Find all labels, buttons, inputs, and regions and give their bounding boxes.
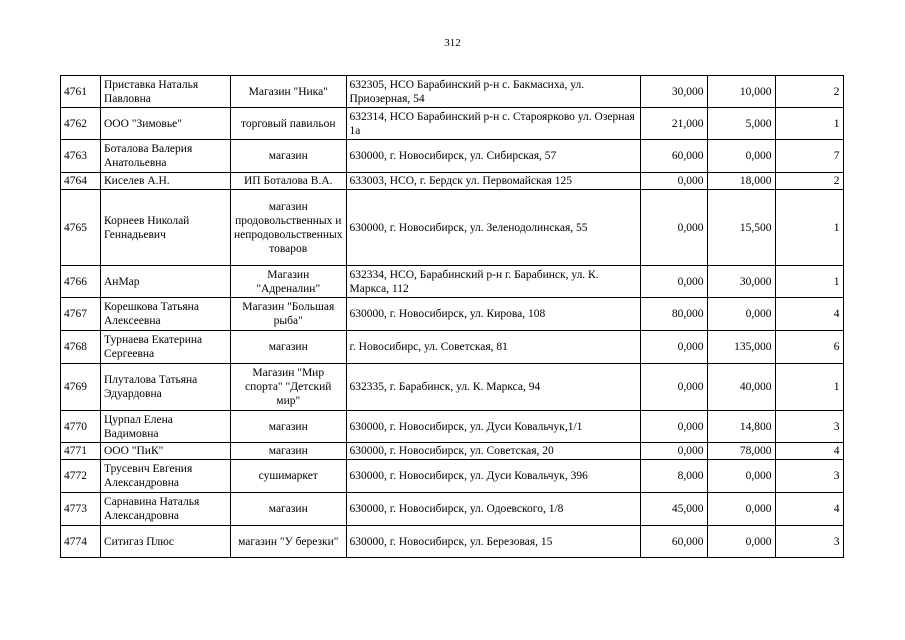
row-id: 4773 (61, 493, 101, 526)
row-count: 2 (775, 173, 843, 190)
row-address: 633003, НСО, г. Бердск ул. Первомайская 125 (346, 173, 640, 190)
table-row (61, 411, 844, 443)
row-owner-name: Трусевич Евгения Александровна (101, 460, 231, 493)
row-count: 7 (775, 140, 843, 173)
row-value-1: 21,000 (640, 108, 707, 140)
row-store-type: магазин (231, 493, 347, 526)
row-owner-name: Ситигаз Плюс (101, 526, 231, 558)
row-count: 1 (775, 364, 843, 411)
row-address: 630000, г. Новосибирск, ул. Дуси Ковальчук,1/1 (346, 411, 640, 443)
row-count: 6 (775, 331, 843, 364)
row-store-type: торговый павильон (231, 108, 347, 140)
row-store-type: ИП Боталова В.А. (231, 173, 347, 190)
row-store-type: магазин (231, 140, 347, 173)
row-count: 1 (775, 108, 843, 140)
row-value-2: 30,000 (707, 266, 775, 298)
row-address: г. Новосибирс, ул. Советская, 81 (346, 331, 640, 364)
row-value-2: 18,000 (707, 173, 775, 190)
row-store-type: Магазин "Адреналин" (231, 266, 347, 298)
row-id: 4772 (61, 460, 101, 493)
table-row (61, 526, 844, 558)
row-value-2: 40,000 (707, 364, 775, 411)
row-value-1: 30,000 (640, 76, 707, 108)
table-row (61, 460, 844, 493)
row-store-type: магазин (231, 331, 347, 364)
row-id: 4764 (61, 173, 101, 190)
row-value-2: 14,800 (707, 411, 775, 443)
row-owner-name: АнМар (101, 266, 231, 298)
row-id: 4765 (61, 190, 101, 266)
row-value-2: 15,500 (707, 190, 775, 266)
row-value-2: 10,000 (707, 76, 775, 108)
table-row (61, 140, 844, 173)
row-owner-name: Корнеев Николай Геннадьевич (101, 190, 231, 266)
table-row (61, 298, 844, 331)
row-store-type: сушимаркет (231, 460, 347, 493)
row-address: 632314, НСО Барабинский р-н с. Староярково ул. Озерная 1а (346, 108, 640, 140)
row-count: 4 (775, 493, 843, 526)
row-value-1: 80,000 (640, 298, 707, 331)
row-value-1: 0,000 (640, 266, 707, 298)
registry-table (60, 75, 844, 558)
row-count: 3 (775, 460, 843, 493)
row-owner-name: Сарнавина Наталья Александровна (101, 493, 231, 526)
row-value-1: 0,000 (640, 173, 707, 190)
page-number: 312 (444, 37, 461, 49)
row-owner-name: ООО "Зимовье" (101, 108, 231, 140)
row-value-1: 0,000 (640, 331, 707, 364)
row-value-2: 135,000 (707, 331, 775, 364)
row-value-1: 0,000 (640, 411, 707, 443)
row-id: 4770 (61, 411, 101, 443)
row-id: 4766 (61, 266, 101, 298)
row-value-1: 60,000 (640, 526, 707, 558)
row-value-2: 0,000 (707, 526, 775, 558)
table-row (61, 190, 844, 266)
row-value-2: 0,000 (707, 460, 775, 493)
row-value-1: 45,000 (640, 493, 707, 526)
row-address: 632334, НСО, Барабинский р-н г. Барабинск, ул. К. Маркса, 112 (346, 266, 640, 298)
table-row (61, 173, 844, 190)
row-count: 1 (775, 266, 843, 298)
row-id: 4767 (61, 298, 101, 331)
row-store-type: магазин продовольственных и непродовольственных товаров (231, 190, 347, 266)
table-row (61, 364, 844, 411)
row-count: 3 (775, 526, 843, 558)
row-id: 4769 (61, 364, 101, 411)
row-address: 630000, г. Новосибирск, ул. Советская, 20 (346, 443, 640, 460)
row-owner-name: Цурпал Елена Вадимовна (101, 411, 231, 443)
row-address: 630000, г. Новосибирск, ул. Сибирская, 57 (346, 140, 640, 173)
table-row (61, 108, 844, 140)
row-value-1: 0,000 (640, 443, 707, 460)
row-owner-name: Плуталова Татьяна Эдуардовна (101, 364, 231, 411)
row-address: 630000, г. Новосибирск, ул. Одоевского, 1/8 (346, 493, 640, 526)
row-store-type: магазин "У березки" (231, 526, 347, 558)
row-id: 4774 (61, 526, 101, 558)
row-address: 632335, г. Барабинск, ул. К. Маркса, 94 (346, 364, 640, 411)
row-value-1: 0,000 (640, 364, 707, 411)
row-owner-name: ООО "ПиК" (101, 443, 231, 460)
row-owner-name: Приставка Наталья Павловна (101, 76, 231, 108)
row-value-1: 60,000 (640, 140, 707, 173)
row-value-2: 78,000 (707, 443, 775, 460)
table-row (61, 266, 844, 298)
row-store-type: магазин (231, 443, 347, 460)
table-row (61, 76, 844, 108)
row-id: 4768 (61, 331, 101, 364)
row-count: 4 (775, 298, 843, 331)
row-store-type: магазин (231, 411, 347, 443)
row-store-type: Магазин "Ника" (231, 76, 347, 108)
row-owner-name: Боталова Валерия Анатольевна (101, 140, 231, 173)
row-value-2: 5,000 (707, 108, 775, 140)
row-count: 3 (775, 411, 843, 443)
table-row (61, 493, 844, 526)
table-row (61, 331, 844, 364)
row-address: 632305, НСО Барабинский р-н с. Бакмасиха, ул. Приозерная, 54 (346, 76, 640, 108)
row-address: 630000, г. Новосибирск, ул. Зеленодолинская, 55 (346, 190, 640, 266)
row-address: 630000, г. Новосибирск, ул. Дуси Ковальчук, 396 (346, 460, 640, 493)
row-owner-name: Турнаева Екатерина Сергеевна (101, 331, 231, 364)
row-id: 4761 (61, 76, 101, 108)
row-value-1: 8,000 (640, 460, 707, 493)
row-id: 4762 (61, 108, 101, 140)
row-value-2: 0,000 (707, 140, 775, 173)
row-address: 630000, г. Новосибирск, ул. Кирова, 108 (346, 298, 640, 331)
row-value-1: 0,000 (640, 190, 707, 266)
row-count: 1 (775, 190, 843, 266)
row-count: 2 (775, 76, 843, 108)
row-value-2: 0,000 (707, 493, 775, 526)
row-id: 4763 (61, 140, 101, 173)
row-store-type: Магазин "Мир спорта" "Детский мир" (231, 364, 347, 411)
row-value-2: 0,000 (707, 298, 775, 331)
table-row (61, 443, 844, 460)
row-count: 4 (775, 443, 843, 460)
row-owner-name: Корешкова Татьяна Алексеевна (101, 298, 231, 331)
row-owner-name: Киселев А.Н. (101, 173, 231, 190)
row-store-type: Магазин "Большая рыба" (231, 298, 347, 331)
row-address: 630000, г. Новосибирск, ул. Березовая, 15 (346, 526, 640, 558)
row-id: 4771 (61, 443, 101, 460)
